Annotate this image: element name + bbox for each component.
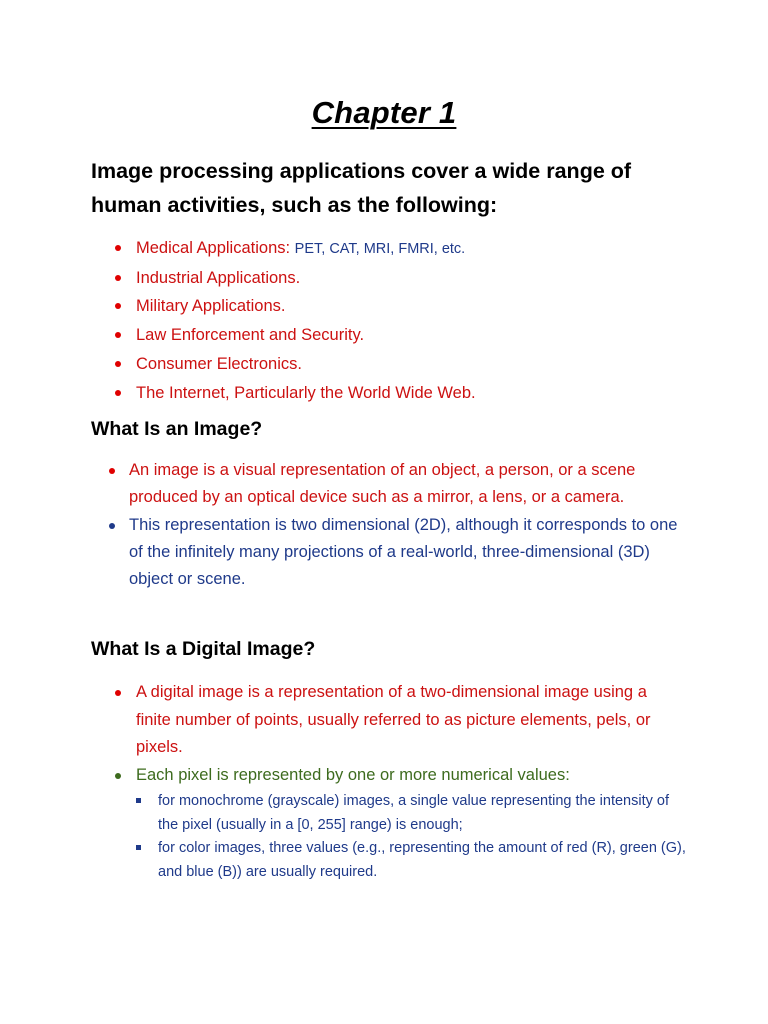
application-label: Industrial Applications.	[136, 268, 301, 287]
bullet-icon	[115, 690, 121, 696]
list-item	[136, 350, 716, 379]
list-item	[158, 837, 688, 884]
image-point: This representation is two dimensional (2D), although it corresponds to one of the infinitely many projections of a real-world, three-dimensional (3D) object or scene.	[129, 515, 678, 589]
list-item	[136, 762, 681, 790]
subpoint-text: for color images, three values (e.g., representing the amount of red (R), green (G), and blue (B)) are usually required.	[158, 840, 686, 880]
digital-image-list	[136, 679, 681, 789]
list-item	[136, 234, 716, 264]
image-definition-list	[129, 457, 679, 593]
bullet-icon	[115, 332, 121, 338]
application-label: Law Enforcement and Security.	[136, 326, 365, 345]
digital-image-point: A digital image is a representation of a two-dimensional image using a finite number of points, usually referred to as picture elements, pels, or pixels.	[136, 683, 651, 756]
bullet-icon	[109, 468, 115, 474]
application-label: Medical Applications:	[136, 239, 295, 257]
square-bullet-icon	[136, 798, 141, 803]
list-item	[136, 379, 716, 408]
list-item	[129, 457, 679, 512]
image-point: An image is a visual representation of an object, a person, or a scene produced by an optical device such as a mirror, a lens, or a camera.	[129, 461, 636, 507]
applications-list	[136, 234, 716, 407]
chapter-title: Chapter 1	[311, 95, 457, 130]
list-item	[158, 790, 688, 837]
application-detail: PET, CAT, MRI, FMRI, etc.	[294, 241, 466, 257]
list-item	[136, 679, 681, 762]
list-item	[129, 512, 679, 594]
bullet-icon	[115, 390, 121, 396]
bullet-icon	[109, 523, 115, 529]
square-bullet-icon	[136, 845, 141, 850]
bullet-icon	[115, 361, 121, 367]
section-heading-digital-image: What Is a Digital Image?	[91, 638, 316, 660]
bullet-icon	[115, 275, 121, 281]
intro-paragraph: Image processing applications cover a wide range of human activities, such as the following:	[91, 159, 632, 217]
section-heading-image: What Is an Image?	[91, 418, 263, 440]
bullet-icon	[115, 773, 121, 779]
pixel-values-sublist	[158, 790, 688, 884]
digital-image-point: Each pixel is represented by one or more numerical values:	[136, 765, 570, 784]
list-item	[136, 321, 716, 350]
application-label: The Internet, Particularly the World Wide Web.	[136, 383, 476, 402]
application-label: Military Applications.	[136, 297, 286, 316]
subpoint-text: for monochrome (grayscale) images, a single value representing the intensity of the pixel (usually in a [0, 255] range) is enough;	[158, 793, 669, 833]
bullet-icon	[115, 245, 121, 251]
list-item	[136, 292, 716, 321]
bullet-icon	[115, 303, 121, 309]
application-label: Consumer Electronics.	[136, 354, 302, 373]
list-item	[136, 264, 716, 293]
